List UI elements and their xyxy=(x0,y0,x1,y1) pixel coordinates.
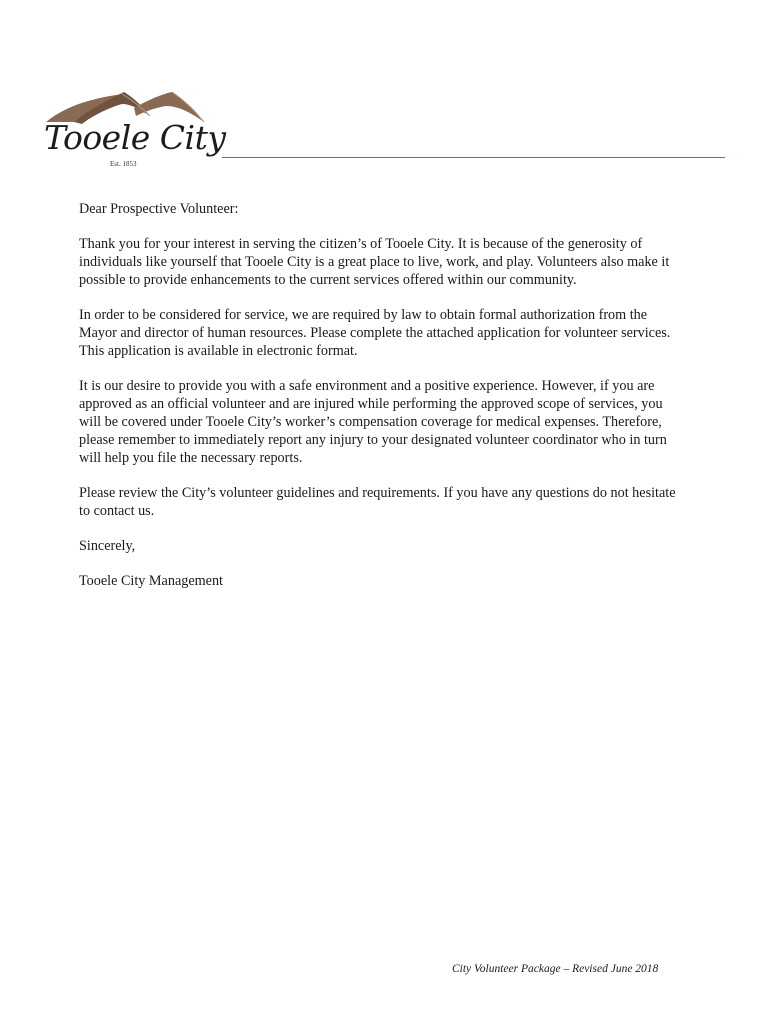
signature: Tooele City Management xyxy=(79,573,223,589)
logo-established: Est. 1853 xyxy=(110,160,137,168)
letter-body xyxy=(79,200,679,607)
paragraph-safety: It is our desire to provide you with a safe environment and a positive experience. However, if you are approved as an official volunteer and are injured while performing the approved scope of services, you will be covered under Tooele City’s worker’s compensation coverage for medical expenses. Therefore, please remember to immediately report any injury to your designated volunteer coordinator who in turn will help you file the necessary reports. xyxy=(79,378,667,466)
paragraph-guidelines: Please review the City’s volunteer guidelines and requirements. If you have any questions do not hesitate to contact us. xyxy=(79,485,676,519)
paragraph-intro: Thank you for your interest in serving the citizen’s of Tooele City. It is because of the generosity of individuals like yourself that Tooele City is a great place to live, work, and play. Volunteers also make it possible to provide enhancements to the current services offered within our community. xyxy=(79,236,670,288)
closing: Sincerely, xyxy=(79,538,136,554)
header-divider xyxy=(222,157,725,158)
logo-wordmark: Tooele City xyxy=(44,118,226,157)
paragraph-authorization: In order to be considered for service, we are required by law to obtain formal authorization from the Mayor and director of human resources. Please complete the attached application for volunteer services. This application is available in electronic format. xyxy=(79,307,671,359)
page-footer: City Volunteer Package – Revised June 2018 xyxy=(452,963,659,975)
tooele-city-logo xyxy=(38,88,238,174)
salutation: Dear Prospective Volunteer: xyxy=(79,201,239,217)
